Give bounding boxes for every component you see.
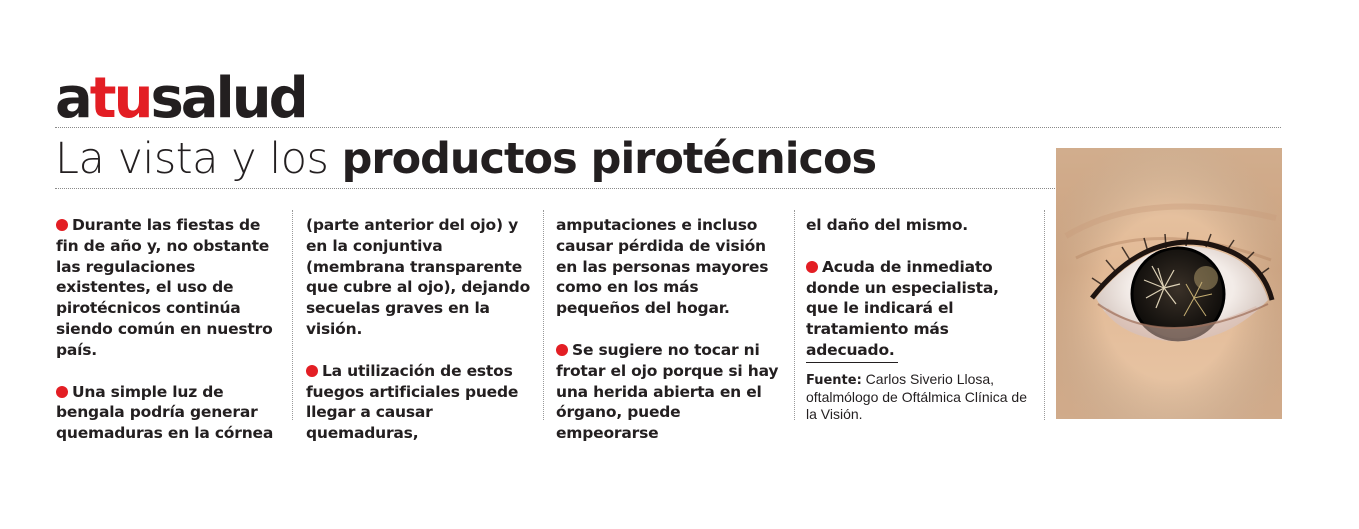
text-column-2 [306, 215, 532, 465]
eye-photo [1056, 148, 1282, 419]
paragraph [806, 215, 1032, 236]
paragraph-text: (parte anterior del ojo) y en la conjuntiva (membrana transparente que cubre al ojo), dejando secuelas graves en la visión. [306, 216, 531, 338]
paragraph [556, 215, 782, 319]
headline [55, 133, 876, 185]
source-divider [806, 362, 898, 363]
eye-icon [1056, 148, 1282, 419]
source-label: Fuente: [806, 373, 862, 388]
paragraph [556, 340, 782, 444]
bullet-dot-icon [806, 261, 818, 273]
column-separator [794, 210, 795, 420]
paragraph-text: el daño del mismo. [806, 216, 968, 234]
paragraph-text: amputaciones e incluso causar pérdida de visión en las personas mayores como en los más pequeños del hogar. [556, 216, 769, 318]
bullet-dot-icon [56, 219, 68, 231]
column-separator [1044, 210, 1045, 420]
headline-divider [55, 188, 1055, 189]
paragraph-text: Se sugiere no tocar ni frotar el ojo porque si hay una herida abierta en el órgano, puede empeorarse [556, 340, 779, 443]
paragraph [306, 361, 532, 444]
paragraph-text: Una simple luz de bengala podría generar quemaduras en la córnea [56, 382, 274, 443]
bullet-dot-icon [306, 365, 318, 377]
paragraph [56, 382, 282, 444]
text-column-4 [806, 215, 1032, 382]
paragraph-text: La utilización de estos fuegos artificiales puede llegar a causar quemaduras, [306, 361, 519, 443]
bullet-dot-icon [556, 344, 568, 356]
paragraph [56, 215, 282, 361]
headline-bold: productos pirotécnicos [341, 134, 877, 184]
bullet-dot-icon [56, 386, 68, 398]
logo-part-a: a [55, 66, 90, 131]
column-separator [543, 210, 544, 420]
logo-part-tu: tu [89, 66, 151, 131]
text-column-1 [56, 215, 282, 465]
source-text: Carlos Siverio Llosa, oftalmólogo de Oftálmica Clínica de la Visión. [806, 371, 1027, 422]
headline-light: La vista y los [55, 134, 342, 184]
top-divider [55, 127, 1281, 128]
paragraph [306, 215, 532, 340]
paragraph [806, 257, 1032, 361]
source-credit [806, 371, 1036, 423]
paragraph-text: Durante las fiestas de fin de año y, no obstante las regulaciones existentes, el uso de pirotécnicos continúa siendo común en nuestro país. [56, 216, 273, 359]
column-separator [292, 210, 293, 420]
text-column-3 [556, 215, 782, 465]
logo-part-salud: salud [150, 66, 306, 131]
paragraph-text: Acuda de inmediato donde un especialista, que le indicará el tratamiento más adecuado. [806, 257, 999, 359]
section-logo [55, 68, 306, 130]
